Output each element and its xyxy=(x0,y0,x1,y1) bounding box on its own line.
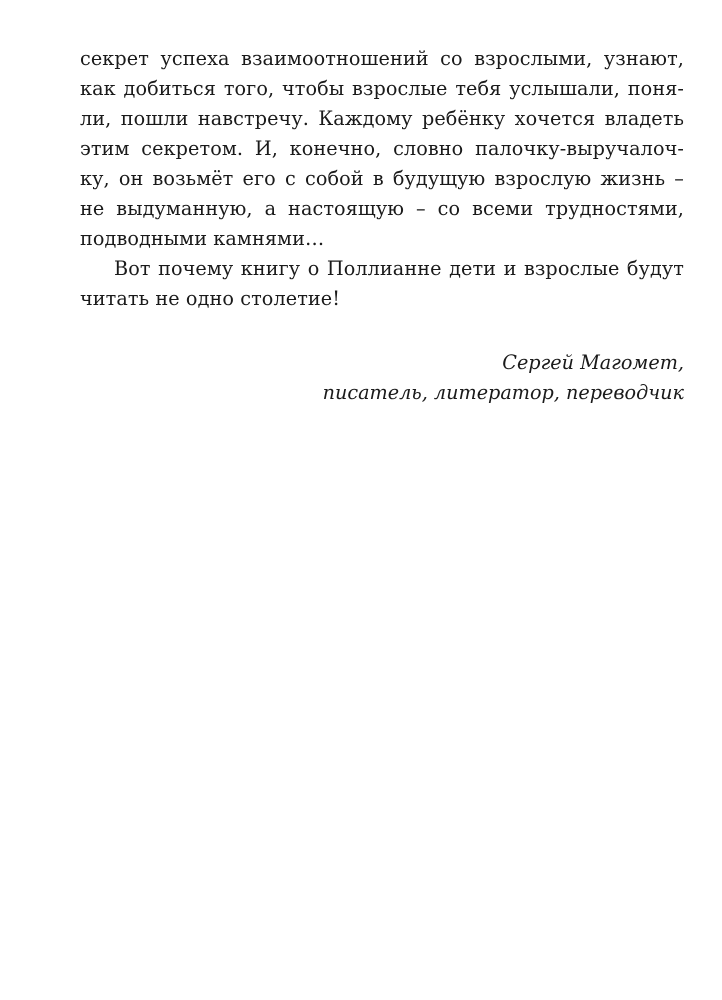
text-line: не выдуманную, а настоящую – со всеми трудностями, xyxy=(80,197,684,220)
document-page xyxy=(80,44,684,314)
text-line: подводными камнями… xyxy=(80,227,325,250)
text-line: ли, пошли навстречу. Каждому ребёнку хочется владеть xyxy=(80,107,684,130)
author-title: писатель, литератор, переводчик xyxy=(322,381,684,404)
text-line: ку, он возьмёт его с собой в будущую взрослую жизнь – xyxy=(80,167,684,190)
text-line: читать не одно столетие! xyxy=(80,287,341,310)
text-line: секрет успеха взаимоотношений со взрослыми, узнают, xyxy=(80,47,684,70)
paragraph-2 xyxy=(80,254,684,314)
text-line: этим секретом. И, конечно, словно палочку-выручалоч- xyxy=(80,137,684,160)
author-name: Сергей Магомет, xyxy=(502,351,684,374)
paragraph-1 xyxy=(80,44,684,254)
text-line: Вот почему книгу о Поллианне дети и взрослые будут xyxy=(114,257,684,280)
text-line: как добиться того, чтобы взрослые тебя услышали, поня- xyxy=(80,77,684,100)
author-signature xyxy=(323,348,684,408)
